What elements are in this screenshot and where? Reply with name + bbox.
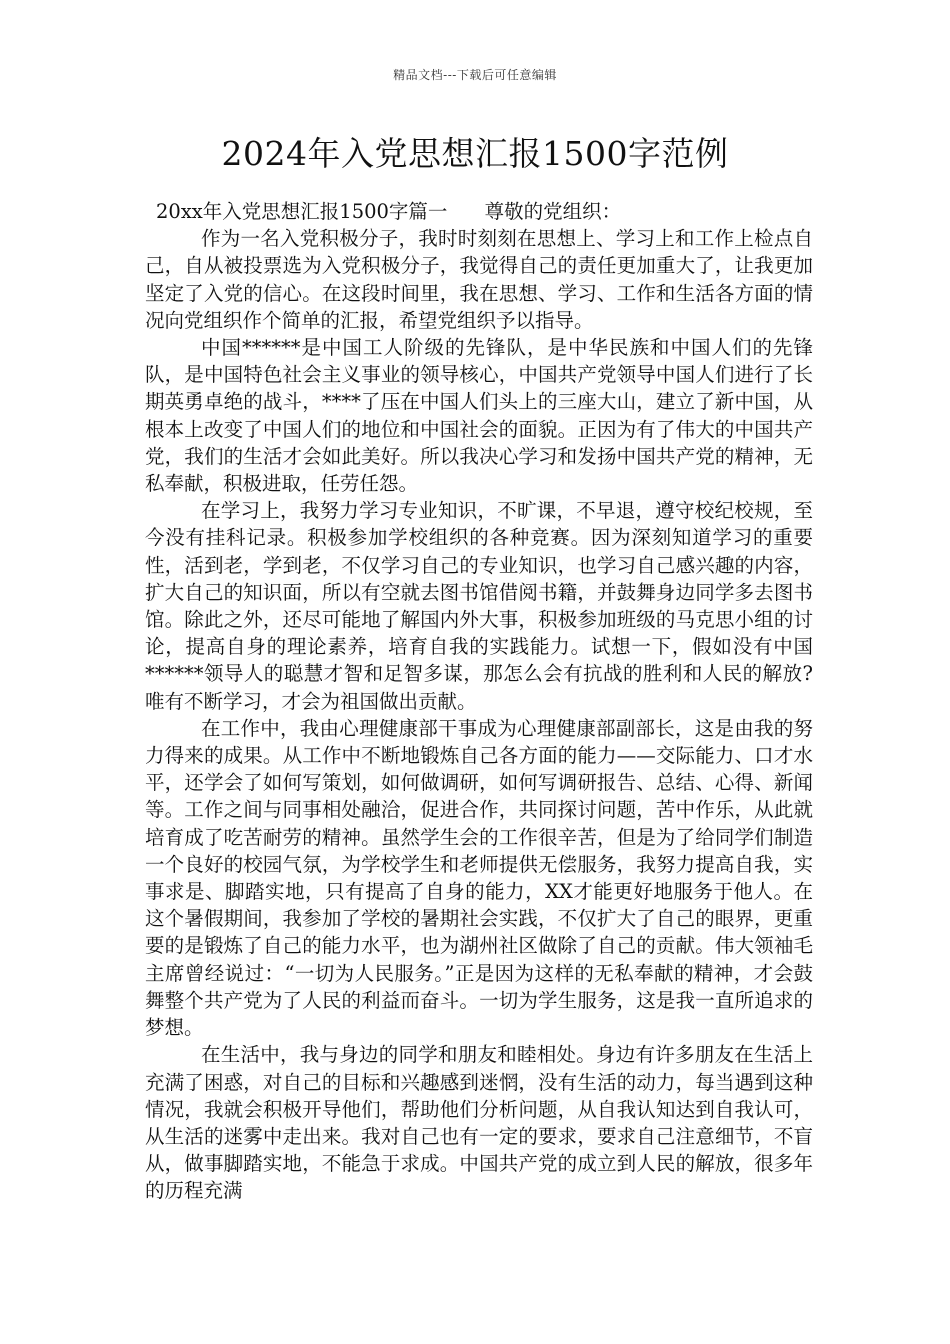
paragraph-ideology: 作为一名入党积极分子，我时时刻刻在思想上、学习上和工作上检点自己，自从被投票选为入党积极分子，我觉得自己的责任更加重大了，让我更加坚定了入党的信心。在这段时间里，我在思想、学习、工作和生活各方面的情况向党组织作个简单的汇报，希望党组织予以指导。 bbox=[145, 227, 813, 332]
paragraph-study: 在学习上，我努力学习专业知识，不旷课，不早退，遵守校纪校规，至今没有挂科记录。积极参加学校组织的各种竞赛。因为深刻知道学习的重要性，活到老，学到老，不仅学习自己的专业知识，也学习自己感兴趣的内容，扩大自己的知识面，所以有空就去图书馆借阅书籍，并鼓舞身边同学多去图书馆。除此之外，还尽可能地了解国内外大事，积极参加班级的马克思小组的讨论，提高自身的理论素养，培育自我的实践能力。试想一下，假如没有中国******领导人的聪慧才智和足智多谋，那怎么会有抗战的胜利和人民的解放?唯有不断学习，才会为祖国做出贡献。 bbox=[145, 499, 813, 713]
paragraph-party: 中国******是中国工人阶级的先锋队，是中华民族和中国人们的先锋队，是中国特色社会主义事业的领导核心，中国共产党领导中国人们进行了长期英勇卓绝的战斗，****了压在中国人们头上的三座大山，建立了新中国，从根本上改变了中国人们的地位和中国社会的面貌。正因为有了伟大的中国共产党，我们的生活才会如此美好。所以我决心学习和发扬中国共产党的精神，无私奉献，积极进取，任劳任怨。 bbox=[145, 336, 813, 496]
paragraph-work: 在工作中，我由心理健康部干事成为心理健康部副部长，这是由我的努力得来的成果。从工作中不断地锻炼自己各方面的能力——交际能力、口才水平，还学会了如何写策划，如何做调研，如何写调研报告、总结、心得、新闻等。工作之间与同事相处融洽，促进合作，共同探讨问题，苦中作乐，从此就培育成了吃苦耐劳的精神。虽然学生会的工作很辛苦，但是为了给同学们制造一个良好的校园气氛，为学校学生和老师提供无偿服务，我努力提高自我，实事求是、脚踏实地，只有提高了自身的能力，XX才能更好地服务于他人。在这个暑假期间，我参加了学校的暑期社会实践，不仅扩大了自己的眼界，更重要的是锻炼了自己的能力水平，也为湖州社区做除了自己的贡献。伟大领袖毛主席曾经说过：“一切为人民服务。”正是因为这样的无私奉献的精神，才会鼓舞整个共产党为了人民的利益而奋斗。一切为学生服务，这是我一直所追求的梦想。 bbox=[145, 716, 813, 1040]
header-note: 精品文档---下载后可任意编辑 bbox=[393, 68, 557, 82]
document-body bbox=[145, 198, 813, 1205]
intro-line: 20xx年入党思想汇报1500字篇一 尊敬的党组织： bbox=[156, 200, 622, 223]
document-title: 2024年入党思想汇报1500字范例 bbox=[221, 134, 729, 173]
paragraph-life: 在生活中，我与身边的同学和朋友和睦相处。身边有许多朋友在生活上充满了困惑，对自己的目标和兴趣感到迷惘，没有生活的动力，每当遇到这种情况，我就会积极开导他们，帮助他们分析问题，从自我认知达到自我认可，从生活的迷雾中走出来。我对自己也有一定的要求，要求自己注意细节，不盲从，做事脚踏实地，不能急于求成。中国共产党的成立到人民的解放，很多年的历程充满 bbox=[145, 1043, 813, 1203]
